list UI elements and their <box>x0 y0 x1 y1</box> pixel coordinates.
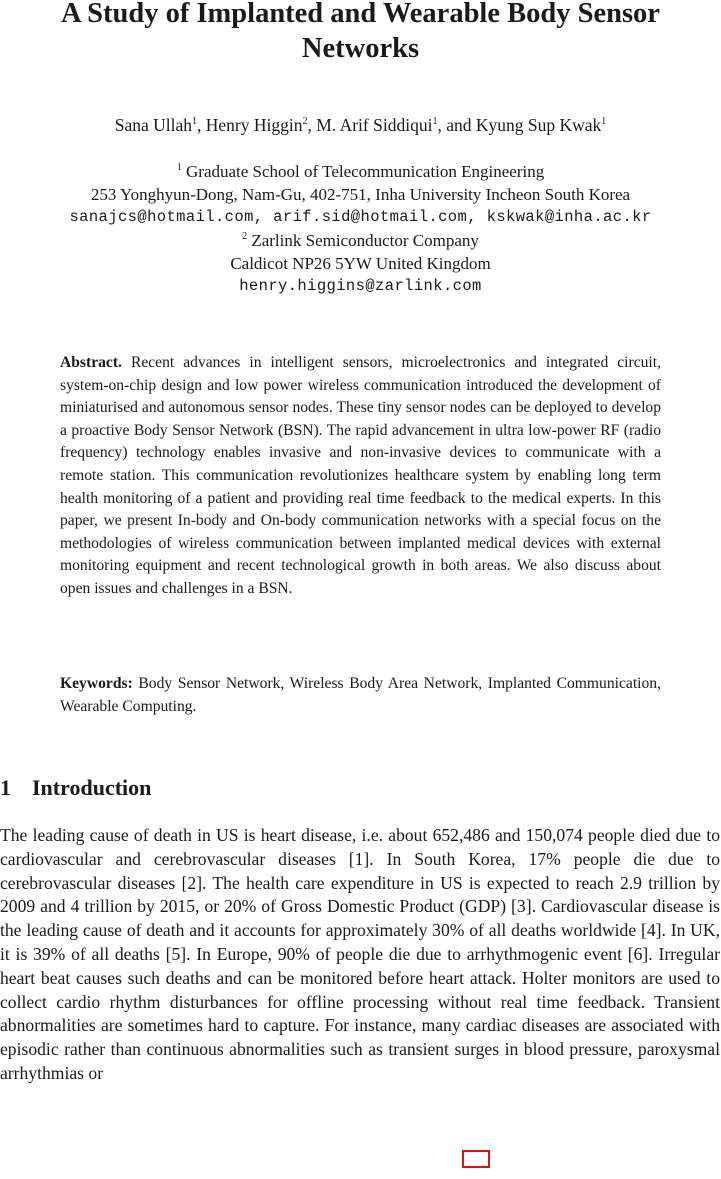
affiliation-2-address: Caldicot NP26 5YW United Kingdom <box>230 254 491 273</box>
abstract <box>60 352 661 601</box>
author-affiliation-mark: 1 <box>601 116 607 127</box>
author-name: Henry Higgin <box>205 115 303 135</box>
author-affiliation-mark: 1 <box>192 116 197 127</box>
author-name: Sana Ullah <box>114 115 192 135</box>
author-separator: , and <box>437 115 476 135</box>
affiliation-2-name <box>0 229 721 252</box>
author-separator: , <box>197 115 206 135</box>
affiliation-2-email: henry.higgins@zarlink.com <box>239 277 482 295</box>
affiliation-text: Zarlink Semiconductor Company <box>251 231 479 250</box>
abstract-label: Abstract. <box>60 354 122 371</box>
keywords-text: Body Sensor Network, Wireless Body Area Network, Implanted Communication, Wearable Computing. <box>60 675 661 715</box>
author-name: Kyung Sup Kwak <box>475 115 602 135</box>
section-heading <box>0 773 151 803</box>
affiliation-1-name <box>0 160 721 183</box>
author-list <box>0 113 721 137</box>
author-affiliation-mark: 1 <box>432 116 438 127</box>
section-number: 1 <box>0 775 11 800</box>
affiliation-1-address: 253 Yonghyun-Dong, Nam-Gu, 402-751, Inha University Incheon South Korea <box>90 185 631 204</box>
affiliation-text: Graduate School of Telecommunication Engineering <box>186 162 545 181</box>
affiliation-mark: 2 <box>242 231 248 242</box>
author-affiliation-mark: 2 <box>302 116 308 127</box>
section-title: Introduction <box>32 775 152 800</box>
paper-title: A Study of Implanted and Wearable Body Sensor Networks <box>61 0 660 64</box>
keywords <box>60 673 661 718</box>
author-separator: , <box>307 115 317 135</box>
introduction-paragraph: The leading cause of death in US is heart disease, i.e. about 652,486 and 150,074 people died due to cardiovascular and cerebrovascular diseases [1]. In South Korea, 17% people die due to cerebrovascular diseases [2]. The health care expenditure in US is expected to reach 2.9 trillion by 2009 and 4 trillion by 2015, or 20% of Gross Domestic Product (GDP) [3]. Cardiovascular disease is the leading cause of death and it accounts for approximately 30% of all deaths worldwide [4]. In UK, it is 39% of all deaths [5]. In Europe, 90% of people die due to arrhythmogenic event [6]. Irregular heart beat causes such deaths and can be monitored before heart attack. Holter monitors are used to collect cardio rhythm disturbances for offline processing without real time feedback. Transient abnormalities are sometimes hard to capture. For instance, many cardiac diseases are associated with episodic rather than continuous abnormalities such as transient surges in blood pressure, paroxysmal arrhythmias or <box>0 825 720 1083</box>
affiliation-mark: 1 <box>176 162 182 173</box>
abstract-text: Recent advances in intelligent sensors, microelectronics and integrated circuit, system-on-chip design and low power wireless communication introduced the development of miniaturised and autonomous sensor nodes. These tiny sensor nodes can be deployed to develop a proactive Body Sensor Network (BSN). The rapid advancement in ultra low-power RF (radio frequency) technology enables invasive and non-invasive devices to communicate with a remote station. This communication revolutionizes healthcare system by enabling long term health monitoring of a patient and providing real time feedback to the medical experts. In this paper, we present In-body and On-body communication networks with a special focus on the methodologies of wireless communication between implanted medical devices with external monitoring equipment and recent technological growth in both areas. We also discuss about open issues and challenges in a BSN. <box>60 354 661 597</box>
author-name: M. Arif Siddiqui <box>316 115 433 135</box>
page-marker-box <box>462 1150 490 1168</box>
keywords-label: Keywords: <box>60 675 133 692</box>
affiliation-1-emails: sanajcs@hotmail.com, arif.sid@hotmail.com, kskwak@inha.ac.kr <box>69 208 652 226</box>
